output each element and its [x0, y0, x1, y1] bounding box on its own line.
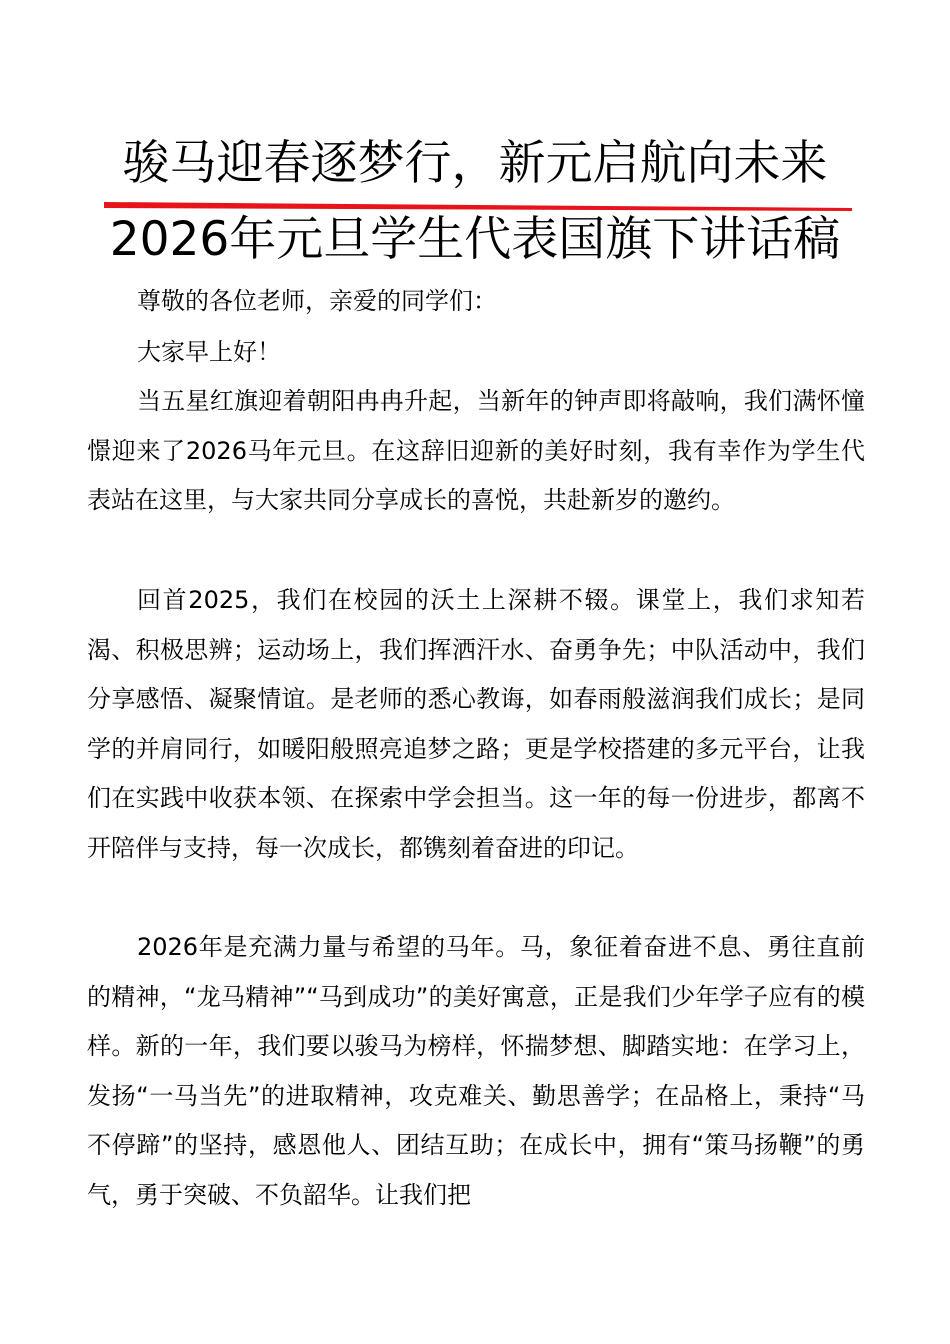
paragraph-2: [87, 576, 865, 873]
document-subtitle: 2026年元旦学生代表国旗下讲话稿: [109, 212, 841, 267]
paragraph-text: 当五星红旗迎着朝阳冉冉升起，当新年的钟声即将敲响，我们满怀憧憬迎来了2026马年元旦。在这辞旧迎新的美好时刻，我有幸作为学生代表站在这里，与大家共同分享成长的喜悦，共赴新岁的邀约。: [87, 387, 865, 514]
salutation-line: 尊敬的各位老师，亲爱的同学们：: [137, 287, 497, 315]
paragraph-1: [87, 377, 865, 526]
document-title: 骏马迎春逐梦行，新元启航向未来: [122, 136, 828, 191]
paragraph-text: 回首2025，我们在校园的沃土上深耕不辍。课堂上，我们求知若渴、积极思辨；运动场上，我们挥洒汗水、奋勇争先；中队活动中，我们分享感悟、凝聚情谊。是老师的悉心教诲，如春雨般滋润我们成长；是同学的并肩同行，如暖阳般照亮追梦之路；更是学校搭建的多元平台，让我们在实践中收获本领、在探索中学会担当。这一年的每一份进步，都离不开陪伴与支持，每一次成长，都镌刻着奋进的印记。: [87, 586, 865, 862]
paragraph-text: 2026年是充满力量与希望的马年。马，象征着奋进不息、勇往直前的精神，“龙马精神”“马到成功”的美好寓意，正是我们少年学子应有的模样。新的一年，我们要以骏马为榜样，怀揣梦想、脚踏实地：在学习上，发扬“一马当先”的进取精神，攻克难关、勤思善学；在品格上，秉持“马不停蹄”的坚持，感恩他人、团结互助；在成长中，拥有“策马扬鞭”的勇气，勇于突破、不负韶华。让我们把: [87, 933, 865, 1209]
paragraph-3: [87, 923, 865, 1220]
greeting-line: 大家早上好！: [137, 338, 281, 366]
